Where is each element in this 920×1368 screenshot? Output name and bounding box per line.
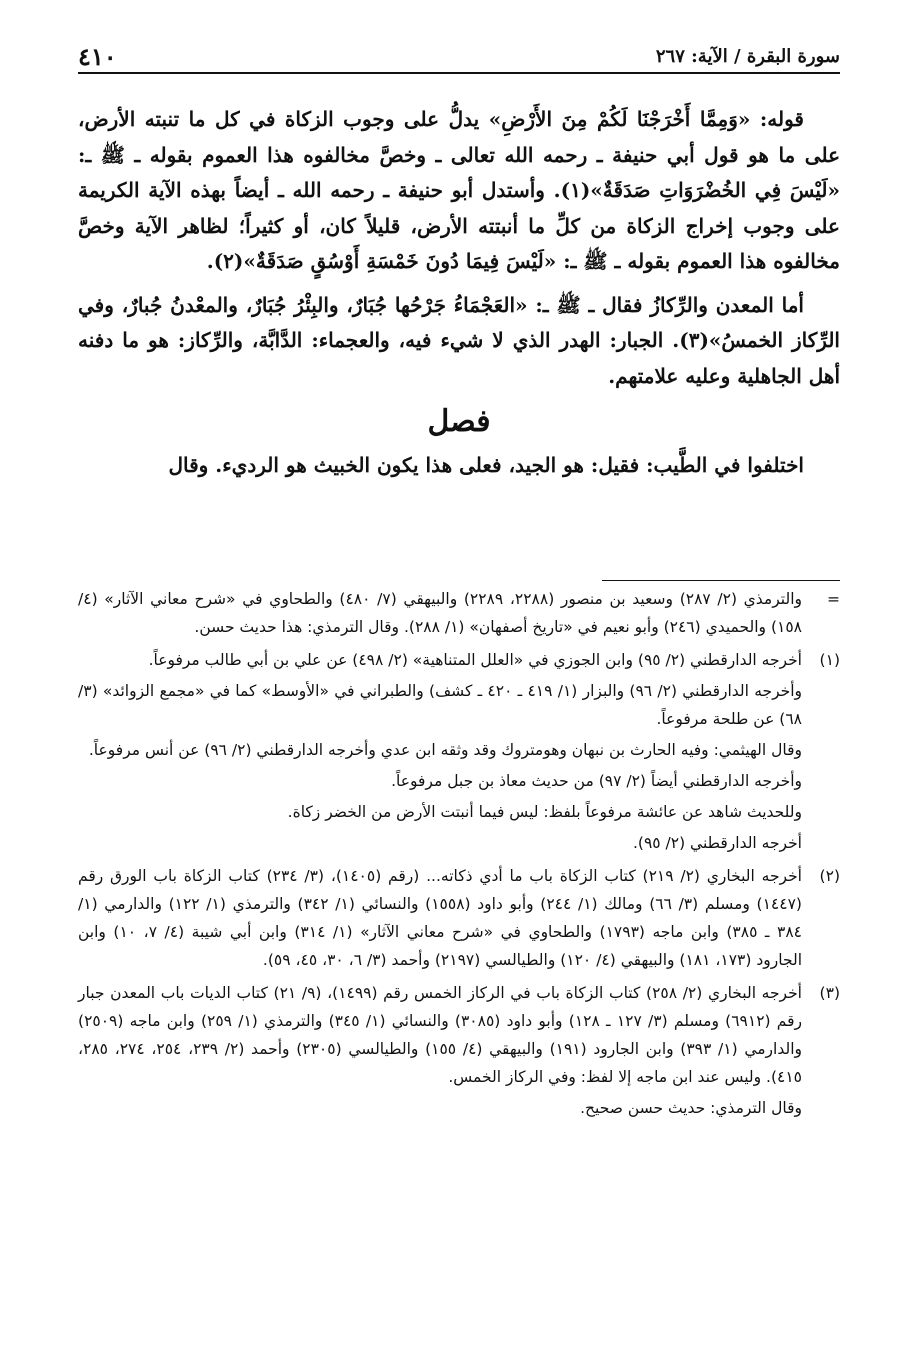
footnote-1 — [78, 646, 840, 860]
footnote-3 — [78, 979, 840, 1125]
running-title: سورة البقرة / الآية: ٢٦٧ — [655, 45, 840, 67]
footnote-text: أخرجه البخاري (٢/ ٢١٩) كتاب الزكاة باب ما أدي ذكاته... (رقم (١٤٠٥)، (٣/ ٢٣٤) كتاب الزكاة باب الورق رقم (١٤٤٧) ومسلم (٣/ ٦٦) ومالك (١/ ٢٤٤) وأبو داود (١٥٥٨) والنسائي (١/ ٣٤٢) والترمذي (١/ ١٢٢) والدارمي (١/ ٣٨٤ ـ ٣٨٥) وابن ماجه (١٧٩٣) والطحاوي في «شرح معاني الآثار» (١/ ٣١٤) وابن أبي شيبة (٤/ ٧، ١٠) وابن الجارود (١٧٣، ١٨١) والبيهقي (٤/ ١٢٠) والطيالسي (٢١٩٧) وأحمد (٣/ ٦، ٣٠، ٤٥، ٥٩). — [78, 867, 802, 969]
page-header — [78, 40, 840, 74]
footnote-text: وللحديث شاهد عن عائشة مرفوعاً بلفظ: ليس فيما أنبتت الأرض من الخضر زكاة. — [287, 803, 802, 821]
footnote-text: والترمذي (٢/ ٢٨٧) وسعيد بن منصور (٢٢٨٨، ٢٢٨٩) والبيهقي (٧/ ٤٨٠) والطحاوي في «شرح معاني الآثار» (٤/ ١٥٨) والحميدي (٢٤٦) وأبو نعيم في «تاريخ أصفهان» (١/ ٢٨٨). وقال الترمذي: هذا حديث حسن. — [78, 590, 802, 636]
footnote-text: أخرجه الدارقطني (٢/ ٩٥). — [632, 834, 802, 852]
footnote-text: وأخرجه الدارقطني أيضاً (٢/ ٩٧) من حديث معاذ بن جبل مرفوعاً. — [391, 772, 802, 790]
page-number: ٤١٠ — [78, 41, 117, 71]
paragraph-tayyib: اختلفوا في الطَّيب: فقيل: هو الجيد، فعلى هذا يكون الخبيث هو الرديء. وقال — [168, 453, 804, 477]
footnote-continuation — [78, 585, 840, 644]
main-text — [78, 102, 840, 492]
section-heading: فصل — [427, 404, 491, 439]
footnote-text: وأخرجه الدارقطني (٢/ ٩٦) والبزار (١/ ٤١٩ ـ ٤٢٠ ـ كشف) والطبراني في «الأوسط» كما في «مجمع الزوائد» (٣/ ٦٨) عن طلحة مرفوعاً. — [78, 682, 803, 728]
footnote-text: أخرجه البخاري (٢/ ٢٥٨) كتاب الزكاة باب في الركاز الخمس رقم (١٤٩٩)، (٩/ ٢١) كتاب الديات باب المعدن جبار رقم (٦٩١٢) ومسلم (٣/ ١٢٧ ـ ١٢٨) وأبو داود (٣٠٨٥) والنسائي (١/ ٣٤٥) والترمذي (١/ ٢٥٩) وابن ماجه (٢٥٠٩) والدارمي (١/ ٣٩٣) وابن الجارود (١٩١) والبيهقي (٤/ ١٥٥) والطيالسي (٢٣٠٥) وأحمد (٢/ ٢٣٩، ٢٥٤، ٢٧٤، ٢٨٥، ٤١٥). وليس عند ابن ماجه إلا لفظ: وفي الركاز الخمس. — [78, 984, 803, 1086]
footnote-text: أخرجه الدارقطني (٢/ ٩٥) وابن الجوزي في «العلل المتناهية» (٢/ ٤٩٨) عن علي بن أبي طالب مرفوعاً. — [148, 651, 802, 669]
footnote-text: وقال الهيثمي: وفيه الحارث بن نبهان وهومتروك وقد وثقه ابن عدي وأخرجه الدارقطني (٢/ ٩٦) عن أنس مرفوعاً. — [88, 741, 802, 759]
footnote-marker: (١) — [819, 651, 840, 669]
footnote-2 — [78, 862, 840, 977]
paragraph-zakat-produce: قوله: «وَمِمَّا أَخْرَجْنَا لَكُمْ مِنَ الأَرْضِ» يدلُّ على وجوب الزكاة في كل ما تنبته الأرض، على ما هو قول أبي حنيفة ـ رحمه الله تعالى ـ وخصَّ مخالفوه هذا العموم بقوله ـ ﷺ ـ: «لَيْسَ فِي الخُضْرَوَاتِ صَدَقَةٌ»(١). وأستدل أبو حنيفة ـ رحمه الله ـ أيضاً بهذه الآية الكريمة على وجوب إخراج الزكاة من كلِّ ما أنبتته الأرض، قليلاً كان، أو كثيراً؛ لظاهر الآية وخصَّ مخالفوه هذا العموم بقوله ـ ﷺ ـ: «لَيْسَ فِيمَا دُونَ خَمْسَةِ أَوْسُقٍ صَدَقَةٌ»(٢). — [78, 107, 840, 273]
footnote-separator — [602, 580, 840, 581]
footnote-marker: (٣) — [819, 984, 840, 1002]
paragraph-rikaz: أما المعدن والرِّكازُ فقال ـ ﷺ ـ: «العَجْمَاءُ جَرْحُها جُبَارٌ، والبِئْرُ جُبَارٌ، والمعْدنُ جُبارٌ، وفي الرِّكاز الخمسُ»(٣). الجبار: الهدر الذي لا شيء فيه، والعجماء: الدَّابَّة، والرِّكاز: هو ما دفنه أهل الجاهلية وعليه علامتهم. — [78, 292, 840, 388]
footnotes — [78, 585, 840, 1127]
footnote-marker: (٢) — [819, 867, 840, 885]
footnote-marker: = — [827, 590, 840, 608]
footnote-text: وقال الترمذي: حديث حسن صحيح. — [580, 1099, 802, 1117]
